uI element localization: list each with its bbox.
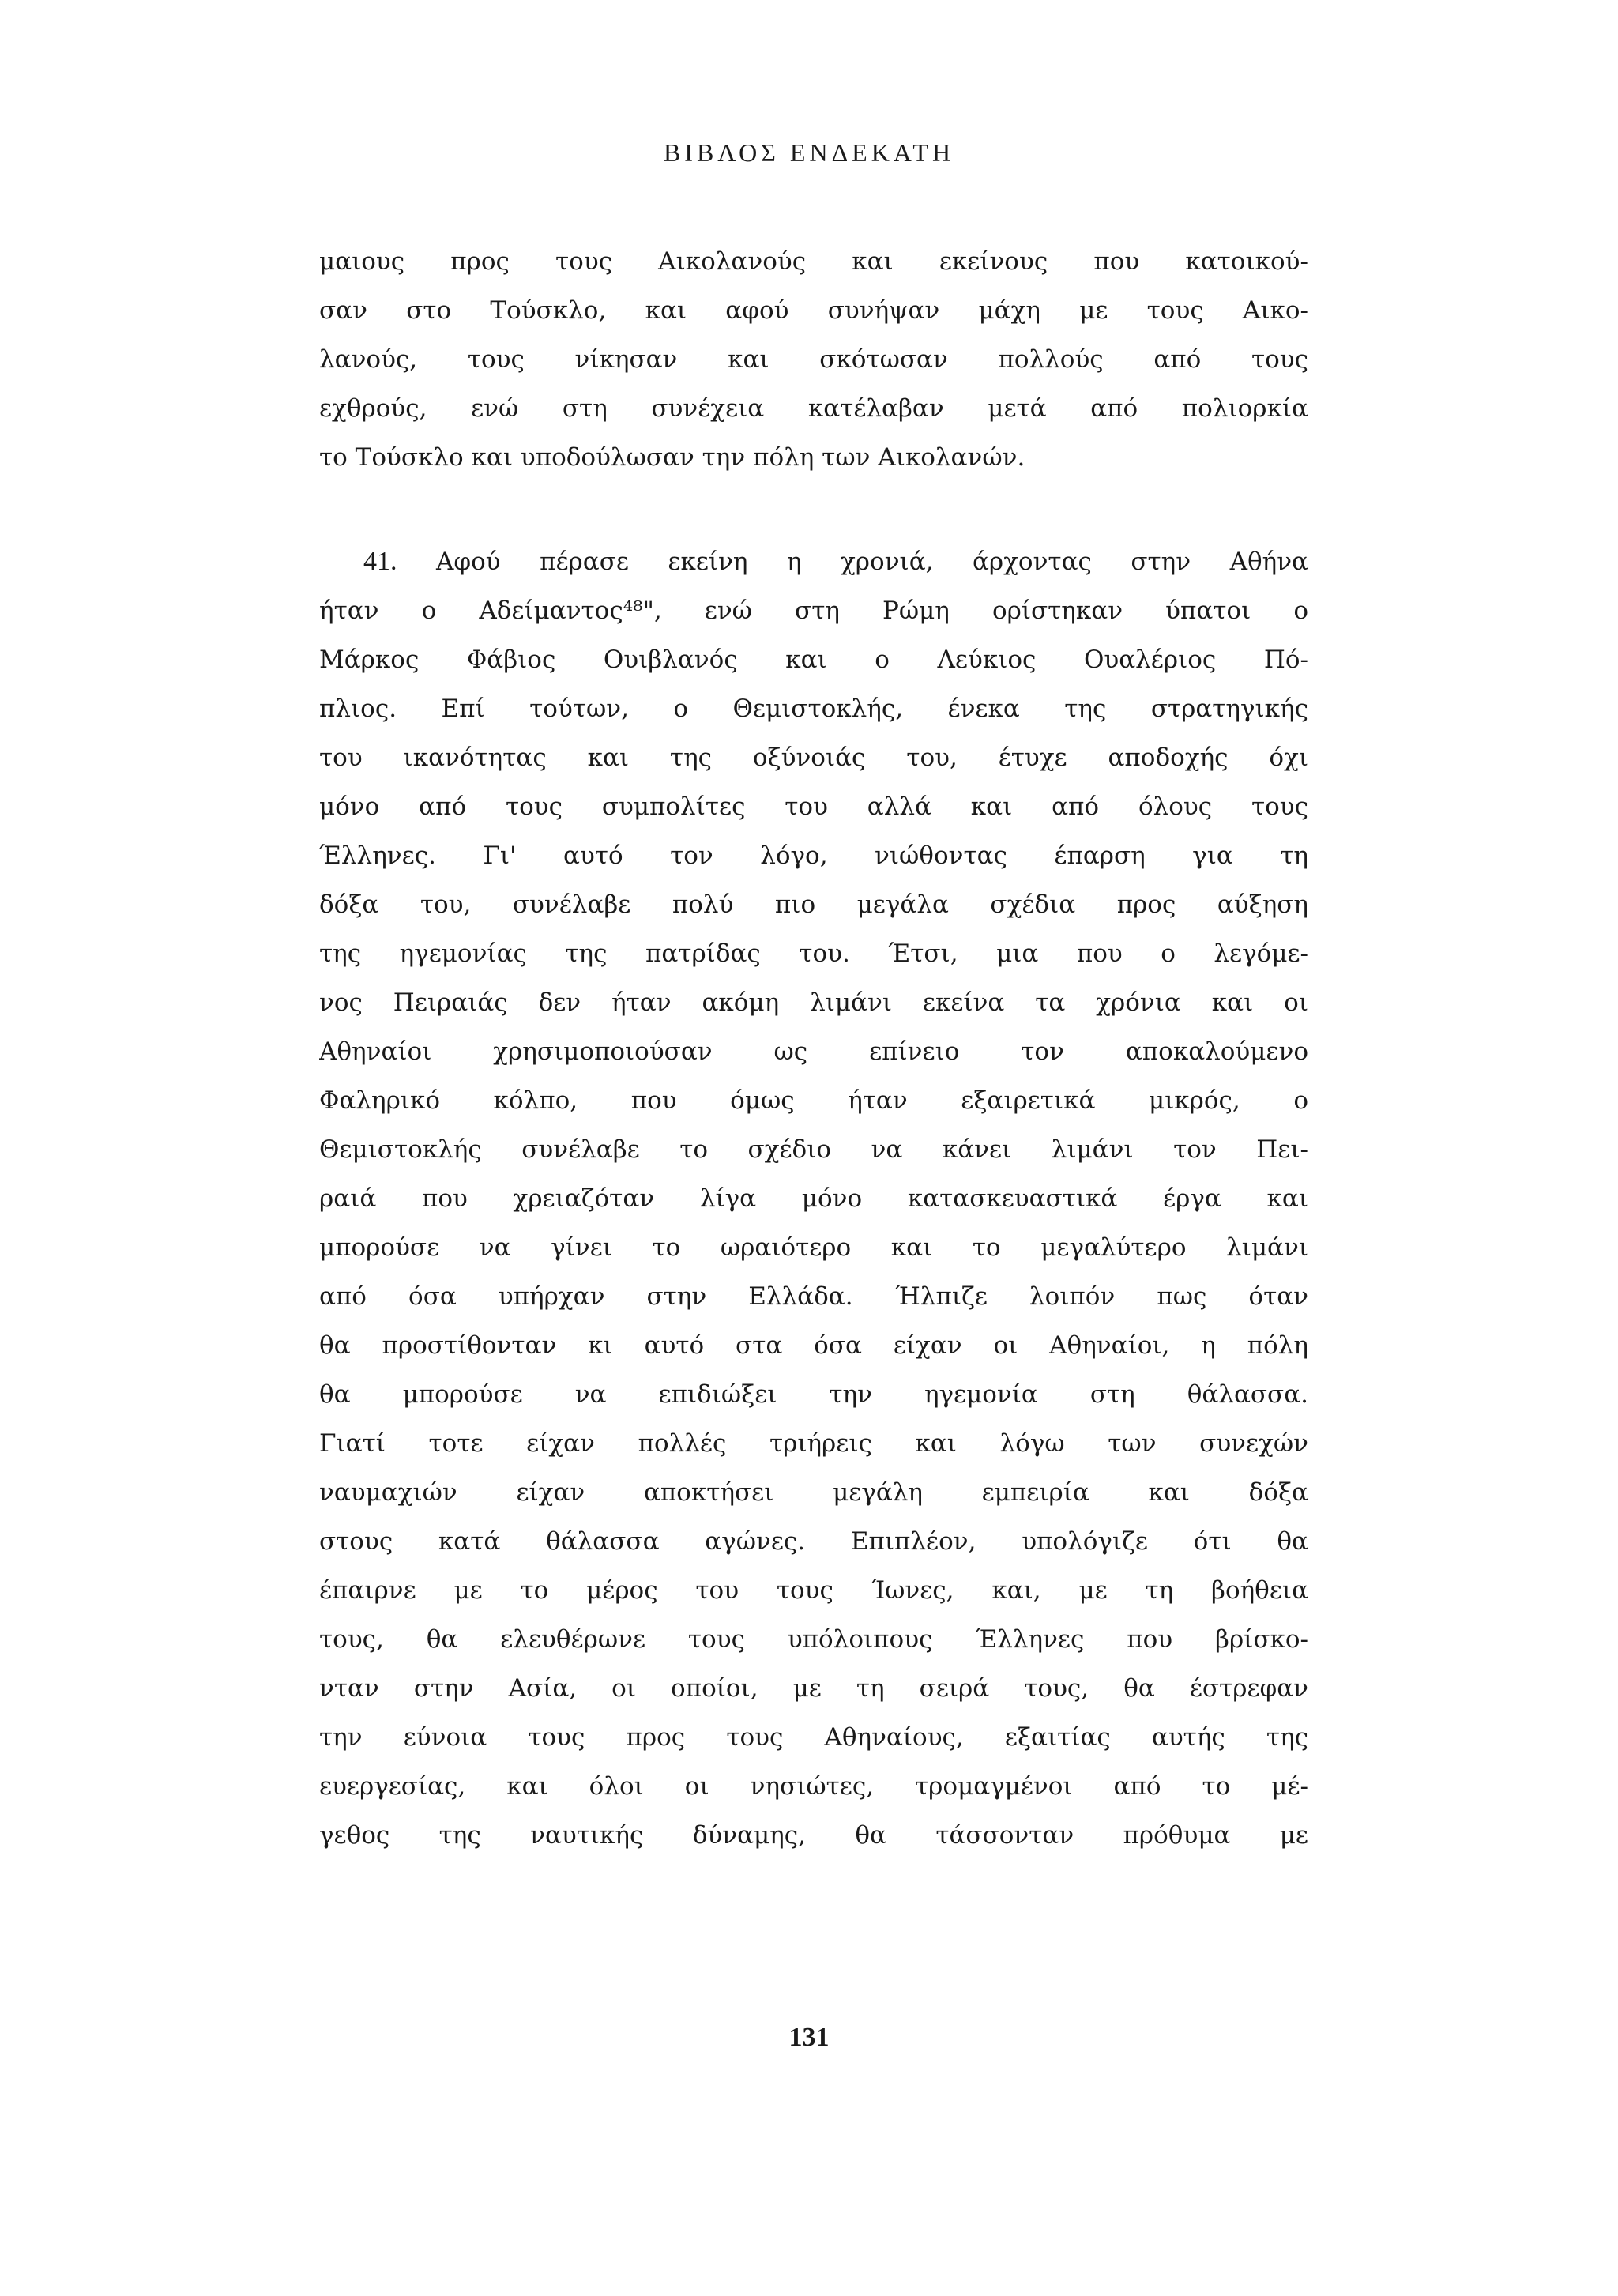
text-line: την εύνοια τους προς τους Αθηναίους, εξαιτίας αυτής της — [319, 1723, 1308, 1752]
paragraph-number: 41. — [363, 547, 397, 576]
text-line: γεθος της ναυτικής δύναμης, θα τάσσονταν πρόθυμα με — [319, 1821, 1308, 1850]
text-line: σαν στο Τούσκλο, και αφού συνήψαν μάχη με τους Αικο- — [319, 296, 1308, 325]
text-line: έπαιρνε με το μέρος του τους Ίωνες, και, με τη βοήθεια — [319, 1576, 1308, 1605]
text-line: του ικανότητας και της οξύνοιάς του, έτυχε αποδοχής όχι — [319, 743, 1308, 772]
text-line: Έλληνες. Γι' αυτό τον λόγο, νιώθοντας έπαρση για τη — [319, 841, 1308, 870]
text-run: Αφού πέρασε εκείνη η χρονιά, άρχοντας στην Αθήνα — [436, 548, 1308, 576]
paragraph-continuation — [319, 237, 1308, 482]
text-line: ναυμαχιών είχαν αποκτήσει μεγάλη εμπειρία και δόξα — [319, 1478, 1308, 1507]
text-line: μόνο από τους συμπολίτες του αλλά και από όλους τους — [319, 792, 1308, 821]
text-line: δόξα του, συνέλαβε πολύ πιο μεγάλα σχέδια προς αύξηση — [319, 890, 1308, 919]
text-line: Θεμιστοκλής συνέλαβε το σχέδιο να κάνει λιμάνι τον Πει- — [319, 1135, 1308, 1164]
text-line: μπορούσε να γίνει το ωραιότερο και το μεγαλύτερο λιμάνι — [319, 1233, 1308, 1262]
running-header: ΒΙΒΛΟΣ ΕΝΔΕΚΑΤΗ — [663, 138, 955, 167]
page-number: 131 — [788, 2023, 830, 2052]
text-line: θα προστίθονταν κι αυτό στα όσα είχαν οι Αθηναίοι, η πόλη — [319, 1331, 1308, 1360]
text-line: στους κατά θάλασσα αγώνες. Επιπλέον, υπολόγιζε ότι θα — [319, 1527, 1308, 1556]
text-line: μαιους προς τους Αικολανούς και εκείνους που κατοικού- — [319, 247, 1308, 276]
text-line: ήταν ο Αδείμαντος⁴⁸", ενώ στη Ρώμη ορίστηκαν ύπατοι ο — [319, 597, 1308, 625]
text-line: ευεργεσίας, και όλοι οι νησιώτες, τρομαγμένοι από το μέ- — [319, 1772, 1308, 1801]
text-line: νος Πειραιάς δεν ήταν ακόμη λιμάνι εκείνα τα χρόνια και οι — [319, 988, 1308, 1017]
text-line: Μάρκος Φάβιος Ουιβλανός και ο Λεύκιος Ουαλέριος Πό- — [319, 646, 1308, 674]
text-line: ραιά που χρειαζόταν λίγα μόνο κατασκευαστικά έργα και — [319, 1184, 1308, 1213]
text-line: Γιατί τοτε είχαν πολλές τριήρεις και λόγω των συνεχών — [319, 1429, 1308, 1458]
text-line: Φαληρικό κόλπο, που όμως ήταν εξαιρετικά μικρός, ο — [319, 1086, 1308, 1115]
text-line: θα μπορούσε να επιδιώξει την ηγεμονία στη θάλασσα. — [319, 1380, 1308, 1409]
text-line: νταν στην Ασία, οι οποίοι, με τη σειρά τους, θα έστρεφαν — [319, 1674, 1308, 1703]
text-line: τους, θα ελευθέρωνε τους υπόλοιπους Έλληνες που βρίσκο- — [319, 1625, 1308, 1654]
text-line: εχθρούς, ενώ στη συνέχεια κατέλαβαν μετά από πολιορκία — [319, 394, 1308, 423]
text-line: Αθηναίοι χρησιμοποιούσαν ως επίνειο τον αποκαλούμενο — [319, 1037, 1308, 1066]
paragraph-first-line — [319, 537, 1308, 586]
text-line: από όσα υπήρχαν στην Ελλάδα. Ήλπιζε λοιπόν πως όταν — [319, 1282, 1308, 1311]
text-line: πλιος. Επί τούτων, ο Θεμιστοκλής, ένεκα της στρατηγικής — [319, 694, 1308, 723]
text-line: το Τούσκλο και υποδούλωσαν την πόλη των Αικολανών. — [319, 443, 1025, 472]
text-line: λανούς, τους νίκησαν και σκότωσαν πολλούς από τους — [319, 345, 1308, 374]
paragraph-41 — [319, 537, 1308, 1860]
text-line: της ηγεμονίας της πατρίδας του. Έτσι, μια που ο λεγόμε- — [319, 939, 1308, 968]
